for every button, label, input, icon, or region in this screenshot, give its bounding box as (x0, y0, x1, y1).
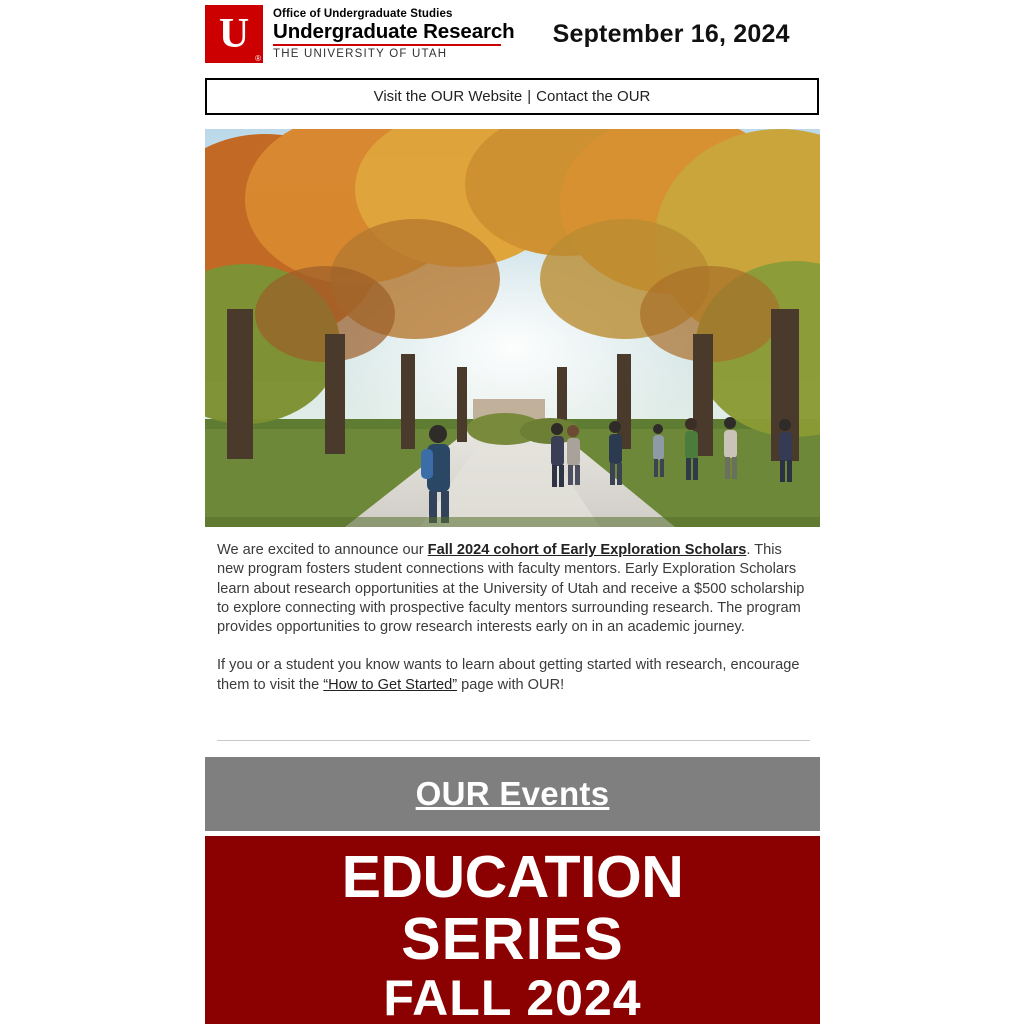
logo-program-line: Undergraduate Research (273, 20, 515, 44)
header (0, 0, 1024, 66)
our-events-banner (205, 757, 820, 831)
p2-text-after: page with OUR! (457, 676, 565, 693)
contact-our-link[interactable]: Contact the OUR (536, 88, 651, 105)
p1-text-before: We are excited to announce our (217, 542, 428, 558)
issue-date: September 16, 2024 (552, 19, 790, 48)
hero-image (205, 129, 820, 527)
logo-red-rule (273, 44, 501, 46)
education-series-poster[interactable] (205, 836, 820, 1024)
our-events-title[interactable]: OUR Events (415, 775, 610, 812)
poster-line-education: EDUCATION (341, 844, 684, 910)
poster-line-series: SERIES (401, 906, 624, 973)
campus-autumn-illustration (205, 129, 820, 527)
u-letter: U (218, 11, 250, 57)
university-logo (205, 5, 515, 63)
p2-text-before: If you or a student you know wants to learn about getting started with research, encourage them to visit the (217, 657, 800, 693)
nav-bar (205, 78, 819, 115)
how-to-get-started-link[interactable]: “How to Get Started” (323, 676, 458, 693)
nav-separator: | (527, 88, 532, 105)
logo-university-line: THE UNIVERSITY OF UTAH (273, 47, 448, 60)
paragraph-get-started (217, 656, 812, 695)
poster-line-fall-2024: FALL 2024 (383, 970, 642, 1024)
early-exploration-scholars-link[interactable]: Fall 2024 cohort of Early Exploration Scholars (427, 542, 747, 558)
utah-u-icon (205, 5, 263, 63)
p1-text-after: . This new program fosters student connections with faculty mentors. Early Exploration Scholars learn about research opportunities at the University of Utah and receive a $500 scholarship to explore connecting with prospective faculty mentors surrounding research. The program provides opportunities to grow research interests early on in an academic journey. (217, 542, 805, 636)
paragraph-announcement (217, 541, 812, 637)
logo-wordmark (273, 8, 515, 60)
section-divider (217, 740, 810, 741)
registered-mark: ® (255, 54, 261, 63)
body-copy (217, 541, 812, 695)
visit-our-website-link[interactable]: Visit the OUR Website (373, 88, 523, 105)
logo-office-line: Office of Undergraduate Studies (273, 8, 453, 21)
